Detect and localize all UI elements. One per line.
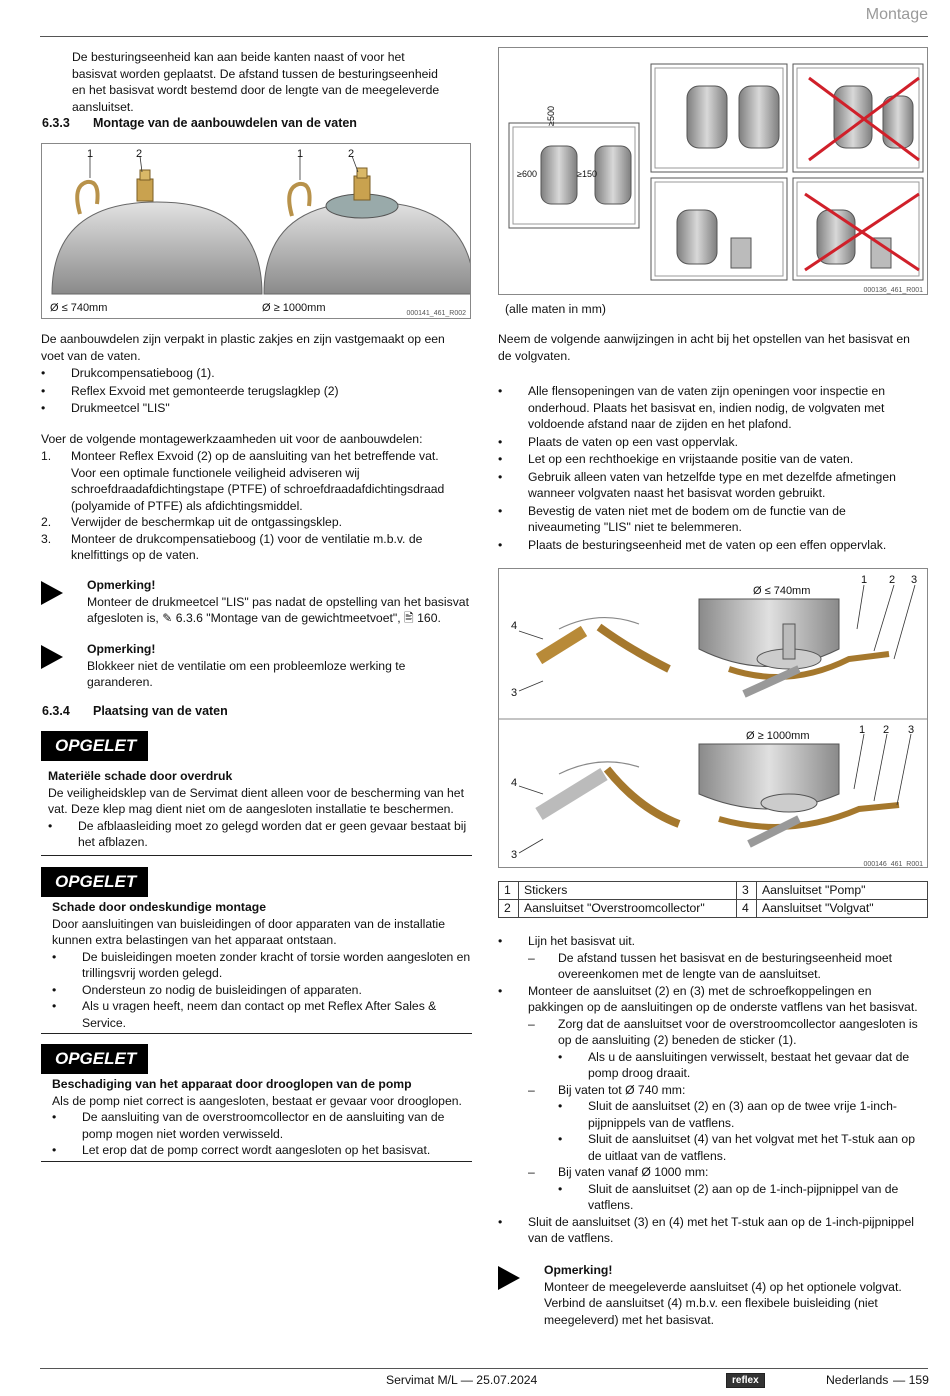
legend-num: 2 xyxy=(499,900,519,918)
figure-connection-sets xyxy=(498,568,928,868)
list-item: • De aansluiting van de overstroomcollector en de aansluiting van de pomp mogen niet worden verwisseld. xyxy=(52,1109,472,1142)
fig2-dim-width: ≥600 xyxy=(517,169,537,179)
list-item: – De afstand tussen het basisvat en de besturingseenheid moet overeenkomen met de lengte van de aansluitset. xyxy=(528,950,893,981)
list-item: • Ondersteun zo nodig de buisleidingen of apparaten. xyxy=(52,982,472,999)
header-section-title: Montage xyxy=(865,6,928,23)
warning-1 xyxy=(41,731,472,856)
fig3-bottom-dim: Ø ≥ 1000mm xyxy=(746,730,810,742)
list-item: • Sluit de aansluitset (2) aan op de 1-inch-pijpnippel van de vatflens. xyxy=(558,1181,899,1212)
fig1-label-3: 1 xyxy=(297,148,304,160)
fig3-label-2: 2 xyxy=(889,574,896,586)
fig3-label-1b: 1 xyxy=(859,724,866,736)
figure-vessel-attachments xyxy=(41,143,471,319)
fig3-code: 000146_461_R001 xyxy=(863,861,923,868)
header-divider xyxy=(40,36,928,37)
list-item: • Drukcompensatieboog (1). xyxy=(41,365,461,382)
fig3-label-3d: 3 xyxy=(511,849,518,861)
list-item xyxy=(41,448,471,514)
list-item: • Bevestig de vaten niet met de bodem om de functie van de niveaumeting "LIS" niet te belemmeren. xyxy=(498,503,918,536)
section-6-3-3-heading xyxy=(42,115,357,132)
legend-table xyxy=(498,881,928,918)
right-para-1: Neem de volgende aanwijzingen in acht bij het opstellen van het basisvat en de volgvaten. xyxy=(498,332,910,363)
step-text-2: Voor een optimale functionele veiligheid adviseren wij schroefdraadafdichtingstape (PTFE) of schroefdraadafdichtingsdraad (polyamide of PTFE) als afdichtingsmiddel. xyxy=(71,465,445,513)
note-arrow-icon xyxy=(498,1266,520,1290)
left-para-1: De aanbouwdelen zijn verpakt in plastic zakjes en zijn vastgemaakt op een voet van de vaten. xyxy=(41,332,445,363)
list-item: • Lijn het basisvat uit. xyxy=(498,933,928,950)
list-item: • Drukmeetcel "LIS" xyxy=(41,400,461,417)
footer-page-number: — 159 xyxy=(893,1373,929,1387)
list-item: – Bij vaten tot Ø 740 mm: xyxy=(528,1082,686,1097)
list-item: • Als u de aansluitingen verwisselt, bestaat het gevaar dat de pomp droog draait. xyxy=(558,1049,910,1080)
list-item: • De afblaasleiding moet zo gelegd worden dat er geen gevaar bestaat bij het afblazen. xyxy=(48,818,472,851)
list-item: • Sluit de aansluitset (4) van het volgvat met het T-stuk aan op de uitlaat van de vatflens. xyxy=(558,1132,915,1163)
fig1-label-2: 2 xyxy=(136,148,143,160)
legend-text: Aansluitset "Volgvat" xyxy=(757,900,928,918)
fig1-dim-right: Ø ≥ 1000mm xyxy=(262,302,326,314)
step-text: Verwijder de beschermkap uit de ontgassingsklep. xyxy=(71,515,342,529)
footer-language: Nederlands xyxy=(826,1373,889,1387)
section-title: Plaatsing van de vaten xyxy=(93,704,228,718)
step-number: 3. xyxy=(41,531,52,546)
fig1-dim-left: Ø ≤ 740mm xyxy=(50,302,108,314)
table-row xyxy=(499,900,928,918)
warning-2 xyxy=(41,867,472,1034)
left-para-2: Voer de volgende montagewerkzaamheden uit voor de aanbouwdelen: xyxy=(41,432,423,446)
section-number: 6.3.4 xyxy=(42,704,70,718)
legend-text: Stickers xyxy=(519,882,737,900)
list-item: – Zorg dat de aansluitset voor de overstroomcollector aangesloten is op de aansluiting (2) beneden de sticker (1). xyxy=(528,1016,918,1047)
list-item: • Plaats de besturingseenheid met de vaten op een effen oppervlak. xyxy=(498,537,918,554)
fig1-label-4: 2 xyxy=(348,148,355,160)
fig3-label-3b: 3 xyxy=(511,687,518,699)
warning-title: Materiële schade door overdruk xyxy=(48,769,233,783)
warning-label: OPGELET xyxy=(41,867,148,897)
table-row xyxy=(499,882,928,900)
section-number: 6.3.3 xyxy=(42,116,70,130)
warning-label: OPGELET xyxy=(41,731,148,761)
step-text: Monteer Reflex Exvoid (2) op de aansluiting van het betreffende vat. xyxy=(71,449,439,463)
note-arrow-icon xyxy=(41,581,63,605)
note-2 xyxy=(41,641,471,691)
legend-num: 4 xyxy=(737,900,757,918)
fig2-code: 000136_461_R001 xyxy=(863,287,923,294)
list-item: • Als u vragen heeft, neem dan contact op met Reflex After Sales & Service. xyxy=(52,998,472,1031)
list-item: • Reflex Exvoid met gemonteerde terugslagklep (2) xyxy=(41,383,461,400)
legend-text: Aansluitset "Pomp" xyxy=(757,882,928,900)
note-title: Opmerking! xyxy=(87,578,156,592)
footer-doc: Servimat M/L — 25.07.2024 xyxy=(386,1373,538,1387)
note-title: Opmerking! xyxy=(544,1263,613,1277)
note-1 xyxy=(41,577,471,627)
section-6-3-4-heading xyxy=(42,703,228,720)
fig3-label-4b: 4 xyxy=(511,777,518,789)
warning-text: Door aansluitingen van buisleidingen of door apparaten van de installatie kunnen extra belastingen van het apparaat ontstaan. xyxy=(52,916,445,947)
fig2-dim-gap: ≥150 xyxy=(577,169,597,179)
step-number: 1. xyxy=(41,449,52,463)
fig3-label-2b: 2 xyxy=(883,724,890,736)
footer-logo xyxy=(726,1371,765,1388)
section-title: Montage van de aanbouwdelen van de vaten xyxy=(93,116,357,130)
list-item: • De buisleidingen moeten zonder kracht of torsie worden aangesloten en trillingsvrij worden gelegd. xyxy=(52,949,472,982)
note-3 xyxy=(498,1262,928,1328)
note-text: Blokkeer niet de ventilatie om een probleemloze werking te garanderen. xyxy=(87,658,406,689)
list-item: • Sluit de aansluitset (2) en (3) aan op de twee vrije 1-inch-pijpnippels van de vatflens. xyxy=(558,1099,897,1130)
fig2-dim-height: ≥500 xyxy=(546,106,556,126)
footer-divider xyxy=(40,1368,928,1369)
fig1-label-1: 1 xyxy=(87,148,94,160)
warning-title: Beschadiging van het apparaat door drooglopen van de pomp xyxy=(52,1077,412,1091)
right-bullets-1 xyxy=(498,383,918,553)
fig2-caption: (alle maten in mm) xyxy=(505,302,606,316)
intro-paragraph: De besturingseenheid kan aan beide kanten naast of voor het basisvat worden geplaatst. De afstand tussen de besturingseenheid en het basisvat wordt bestemd door de lengte van de meegeleverde aansluitset. xyxy=(72,50,440,114)
list-item: • Sluit de aansluitset (3) en (4) met het T-stuk aan op de 1-inch-pijpnippel van de vatflens. xyxy=(498,1214,928,1247)
left-steps xyxy=(41,448,471,564)
warning-title: Schade door ondeskundige montage xyxy=(52,900,266,914)
legend-num: 1 xyxy=(499,882,519,900)
note-text: Monteer de meegeleverde aansluitset (4) op het optionele volgvat. Verbind de aansluitset (4) m.b.v. een flexibele buisleiding (niet meegeleverd) met het basisvat. xyxy=(544,1279,902,1327)
note-arrow-icon xyxy=(41,645,63,669)
left-bullets-1 xyxy=(41,365,461,417)
list-item: • Monteer de aansluitset (2) en (3) met de schroefkoppelingen en pakkingen op de aansluitingen op de onderste vatflens van het basisvat. xyxy=(498,983,928,1016)
list-item: • Let erop dat de pomp correct wordt aangesloten op het basisvat. xyxy=(52,1142,472,1159)
fig3-top-dim: Ø ≤ 740mm xyxy=(753,585,811,597)
warning-text: De veiligheidsklep van de Servimat dient alleen voor de bescherming van het vat. Deze klep mag dient niet om de aangesloten installatie te beschermen. xyxy=(48,785,464,816)
step-number: 2. xyxy=(41,515,52,529)
list-item: – Bij vaten vanaf Ø 1000 mm: xyxy=(528,1165,709,1179)
fig3-label-4: 4 xyxy=(511,620,518,632)
step-text: Monteer de drukcompensatieboog (1) voor de ventilatie m.b.v. de knelfittings op de vaten. xyxy=(71,531,423,562)
list-item: • Alle flensopeningen van de vaten zijn openingen voor inspectie en onderhoud. Plaats het basisvat en, indien nodig, de volgvaten met voldoende afstand naar de zijden en het plafond. xyxy=(498,383,918,433)
fig3-label-3c: 3 xyxy=(908,724,915,736)
list-item xyxy=(41,514,471,531)
legend-text: Aansluitset "Overstroomcollector" xyxy=(519,900,737,918)
fig1-code: 000141_461_R002 xyxy=(406,310,466,317)
fig3-label-3: 3 xyxy=(911,574,918,586)
note-title: Opmerking! xyxy=(87,642,156,656)
list-item: • Let op een rechthoekige en vrijstaande positie van de vaten. xyxy=(498,451,918,468)
right-steps xyxy=(498,933,928,1247)
warning-text: Als de pomp niet correct is aangesloten, bestaat er gevaar voor drooglopen. xyxy=(52,1093,462,1108)
list-item: • Gebruik alleen vaten van hetzelfde type en met dezelfde afmetingen wanneer volgvaten naast het basisvat worden gebruikt. xyxy=(498,469,918,502)
list-item xyxy=(41,531,471,564)
reflex-logo: reflex xyxy=(726,1373,765,1388)
list-item: • Plaats de vaten op een vast oppervlak. xyxy=(498,434,918,451)
warning-3 xyxy=(41,1044,472,1162)
warning-label: OPGELET xyxy=(41,1044,148,1074)
note-text: Monteer de drukmeetcel "LIS" pas nadat de opstelling van het basisvat afgesloten is, ✎ 6.3.6 "Montage van de gewichtmeetvoet", 🖹 160. xyxy=(87,594,469,625)
figure-vessel-placement xyxy=(498,47,928,295)
legend-num: 3 xyxy=(737,882,757,900)
fig3-label-1: 1 xyxy=(861,574,868,586)
